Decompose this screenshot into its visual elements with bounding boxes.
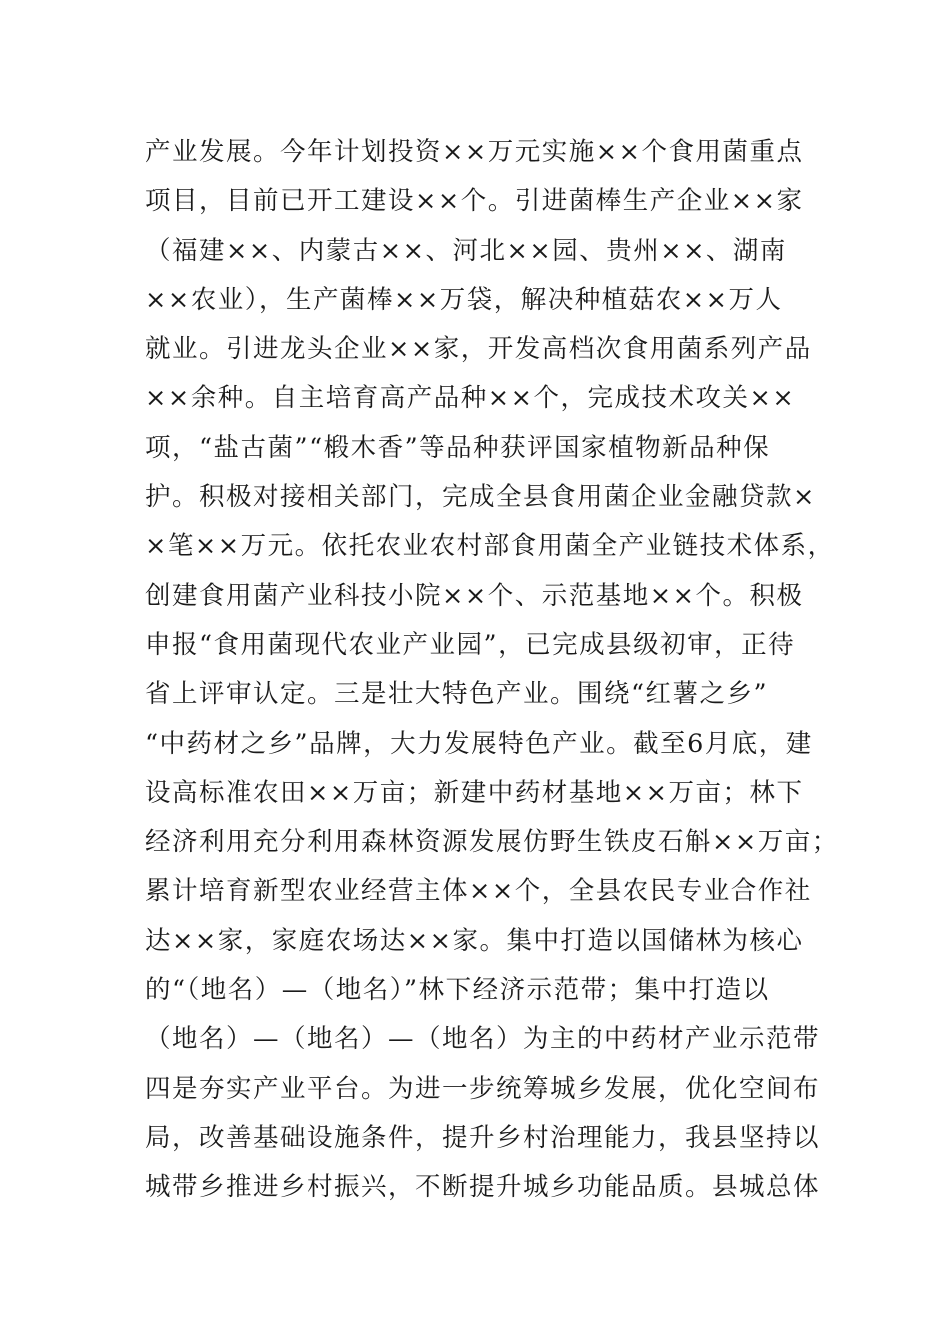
body-text xyxy=(145,128,839,1213)
text-line: ×笔××万元。依托农业农村部食用菌全产业链技术体系， xyxy=(145,531,835,562)
text-line: 项，“盐古菌”“椴木香”等品种获评国家植物新品种保 xyxy=(145,432,771,463)
text-line: 四是夯实产业平台。为进一步统筹城乡发展，优化空间布 xyxy=(145,1073,821,1104)
text-line: 设高标准农田××万亩；新建中药材基地××万亩；林下 xyxy=(145,777,804,808)
text-line: “中药材之乡”品牌，大力发展特色产业。截至6月底，建 xyxy=(145,728,813,759)
text-line: （地名）—（地名）—（地名）为主的中药材产业示范带 xyxy=(145,1024,821,1055)
text-line: ××农业），生产菌棒××万袋，解决种植菇农××万人 xyxy=(145,284,783,315)
text-line: 经济利用充分利用森林资源发展仿野生铁皮石斛××万亩； xyxy=(145,827,839,858)
text-line: 产业发展。今年计划投资××万元实施××个食用菌重点 xyxy=(145,137,804,167)
text-line: 累计培育新型农业经营主体××个，全县农民专业合作社 xyxy=(145,876,812,907)
text-line: 申报“食用菌现代农业产业园”，已完成县级初审，正待 xyxy=(145,629,796,660)
text-line: （福建××、内蒙古××、河北××园、贵州××、湖南 xyxy=(145,235,787,266)
text-line: ××余种。自主培育高产品种××个，完成技术攻关×× xyxy=(145,383,796,414)
text-line: 局，改善基础设施条件，提升乡村治理能力，我县坚持以 xyxy=(145,1122,821,1153)
text-line: 就业。引进龙头企业××家，开发高档次食用菌系列产品 xyxy=(145,334,812,365)
text-line: 省上评审认定。三是壮大特色产业。围绕“红薯之乡” xyxy=(145,679,769,710)
text-line: 护。积极对接相关部门，完成全县食用菌企业金融贷款× xyxy=(145,482,816,513)
text-line: 达××家，家庭农场达××家。集中打造以国储林为核心 xyxy=(145,925,804,956)
text-line: 的“（地名）—（地名）”林下经济示范带；集中打造以 xyxy=(145,975,770,1006)
text-line: 创建食用菌产业科技小院××个、示范基地××个。积极 xyxy=(145,580,804,611)
text-line: 城带乡推进乡村振兴，不断提升城乡功能品质。县城总体 xyxy=(145,1172,821,1203)
text-line: 项目，目前已开工建设××个。引进菌棒生产企业××家 xyxy=(145,186,804,217)
